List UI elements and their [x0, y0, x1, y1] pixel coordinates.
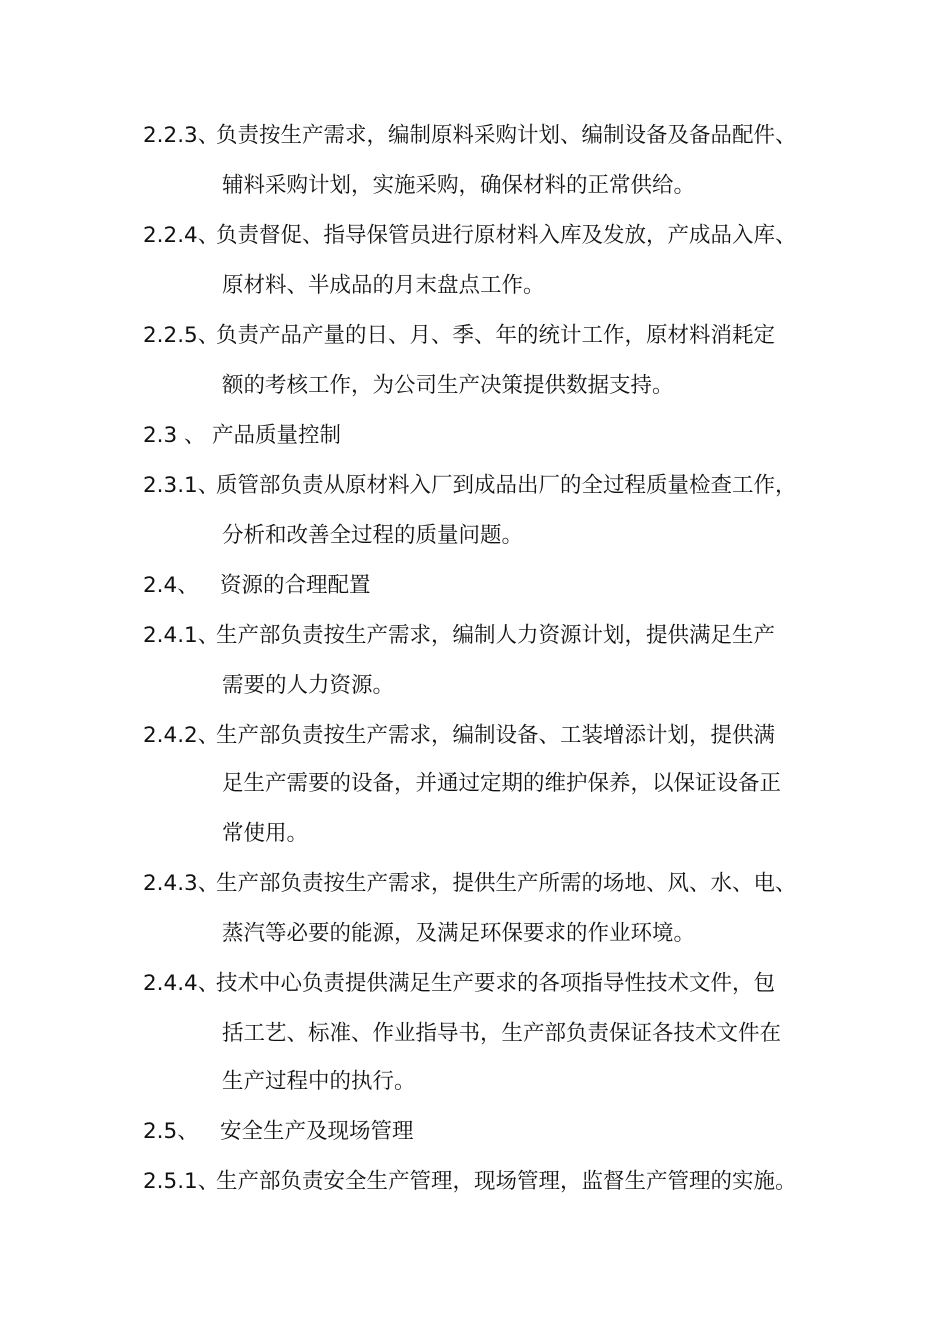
paragraph-text: 生产部负责按生产需求，编制设备、工装增添计划，提供满 — [216, 723, 776, 748]
paragraph-text: 括工艺、标准、作业指导书，生产部负责保证各技术文件在 — [222, 1021, 782, 1046]
paragraph-text: 生产部负责安全生产管理，现场管理，监督生产管理的实施。 — [216, 1169, 797, 1194]
paragraph-number: 2.2.5、 — [143, 323, 220, 348]
section-title: 产品质量控制 — [212, 423, 342, 448]
section-number: 2.5、 — [143, 1119, 199, 1144]
paragraph-number: 2.3.1、 — [143, 473, 220, 498]
paragraph-number: 2.4.4、 — [143, 971, 220, 996]
paragraph-text: 蒸汽等必要的能源，及满足环保要求的作业环境。 — [222, 921, 696, 946]
paragraph-text: 足生产需要的设备，并通过定期的维护保养，以保证设备正 — [222, 771, 782, 796]
paragraph-text: 原材料、半成品的月末盘点工作。 — [222, 273, 545, 298]
section-title: 安全生产及现场管理 — [220, 1119, 414, 1144]
paragraph-number: 2.4.1、 — [143, 623, 220, 648]
paragraph-text: 技术中心负责提供满足生产要求的各项指导性技术文件，包 — [216, 971, 776, 996]
paragraph-number: 2.4.2、 — [143, 723, 220, 748]
section-number: 2.3 、 — [143, 423, 206, 448]
paragraph-number: 2.4.3、 — [143, 871, 220, 896]
paragraph-text: 生产部负责按生产需求，编制人力资源计划，提供满足生产 — [216, 623, 776, 648]
paragraph-text: 需要的人力资源。 — [222, 673, 395, 698]
paragraph-text: 生产部负责按生产需求，提供生产所需的场地、风、水、电、 — [216, 871, 797, 896]
paragraph-number: 2.5.1、 — [143, 1169, 220, 1194]
paragraph-text: 分析和改善全过程的质量问题。 — [222, 523, 524, 548]
section-title: 资源的合理配置 — [220, 573, 371, 598]
section-number: 2.4、 — [143, 573, 199, 598]
paragraph-number: 2.2.3、 — [143, 123, 220, 148]
paragraph-text: 质管部负责从原材料入厂到成品出厂的全过程质量检查工作， — [216, 473, 797, 498]
paragraph-number: 2.2.4、 — [143, 223, 220, 248]
paragraph-text: 辅料采购计划，实施采购，确保材料的正常供给。 — [222, 173, 696, 198]
paragraph-text: 负责督促、指导保管员进行原材料入库及发放，产成品入库、 — [216, 223, 797, 248]
paragraph-text: 常使用。 — [222, 821, 309, 846]
paragraph-text: 额的考核工作，为公司生产决策提供数据支持。 — [222, 373, 674, 398]
paragraph-text: 负责产品产量的日、月、季、年的统计工作，原材料消耗定 — [216, 323, 776, 348]
paragraph-text: 生产过程中的执行。 — [222, 1069, 416, 1094]
paragraph-text: 负责按生产需求，编制原料采购计划、编制设备及备品配件、 — [216, 123, 797, 148]
